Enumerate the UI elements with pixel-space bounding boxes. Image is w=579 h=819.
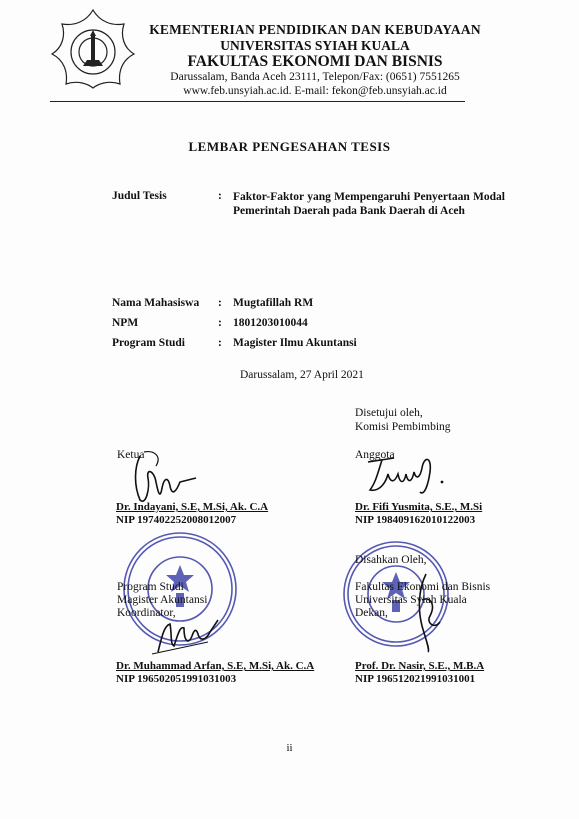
university-logo [50,8,136,88]
dekan-line-1: Fakultas Ekonomi dan Bisnis [355,581,491,593]
judul-colon: : [218,190,222,202]
anggota-name: Dr. Fifi Yusmita, S.E., M.Si [355,501,483,513]
anggota-signature [360,452,450,503]
page-number: ii [286,742,293,754]
anggota-nip: NIP 198409162010122003 [355,514,476,526]
faculty-name: FAKULTAS EKONOMI DAN BISNIS [187,53,443,70]
ketua-role: Ketua [117,449,145,461]
nama-colon: : [218,297,222,309]
prodi-name: Dr. Muhammad Arfan, S.E, M.Si, Ak. C.A [116,660,315,672]
prodi-line-2: Magister Akuntansi [117,594,208,606]
faculty-contact: www.feb.unsyiah.ac.id. E-mail: fekon@feb.unsyiah.ac.id [183,85,447,97]
anggota-role: Anggota [355,449,395,461]
prodi-label: Program Studi [112,337,185,349]
npm-label: NPM [112,317,139,329]
npm-value: 1801203010044 [233,317,308,329]
dekan-line-2: Universitas Syiah Kuala [355,594,467,606]
prodi-signature [148,612,228,667]
letterhead-rule [50,101,465,102]
ketua-name: Dr. Indayani, S.E, M.Si, Ak. C.A [116,501,269,513]
dekan-line-3: Dekan, [355,607,388,619]
place-date: Darussalam, 27 April 2021 [240,369,364,381]
prodi-line-1: Program Studi [117,581,184,593]
document-title: LEMBAR PENGESAHAN TESIS [188,139,391,154]
prodi-nip: NIP 196502051991031003 [116,673,237,685]
dekan-signature [400,570,450,659]
prodi-colon: : [218,337,222,349]
faculty-address: Darussalam, Banda Aceh 23111, Telepon/Fax: (0651) 7551265 [170,71,460,83]
dekan-nip: NIP 196512021991031001 [355,673,476,685]
nama-value: Mugtafillah RM [233,297,314,309]
approval-line-2: Komisi Pembimbing [355,421,451,433]
judul-label: Judul Tesis [112,190,167,202]
dekan-name: Prof. Dr. Nasir, S.E., M.B.A [355,660,485,672]
ketua-nip: NIP 197402252008012007 [116,514,237,526]
npm-colon: : [218,317,222,329]
university-name: UNIVERSITAS SYIAH KUALA [220,38,410,53]
nama-label: Nama Mahasiswa [112,297,200,309]
dekan-line-0: Disahkan Oleh, [355,554,427,566]
ministry-name: KEMENTERIAN PENDIDIKAN DAN KEBUDAYAAN [149,22,481,37]
prodi-line-3: Koordinator, [117,607,176,619]
judul-value: Faktor-Faktor yang Mempengaruhi Penyertaan Modal Pemerintah Daerah pada Bank Daerah di Aceh [233,191,505,217]
prodi-value: Magister Ilmu Akuntansi [233,337,357,349]
approval-line-1: Disetujui oleh, [355,407,423,419]
